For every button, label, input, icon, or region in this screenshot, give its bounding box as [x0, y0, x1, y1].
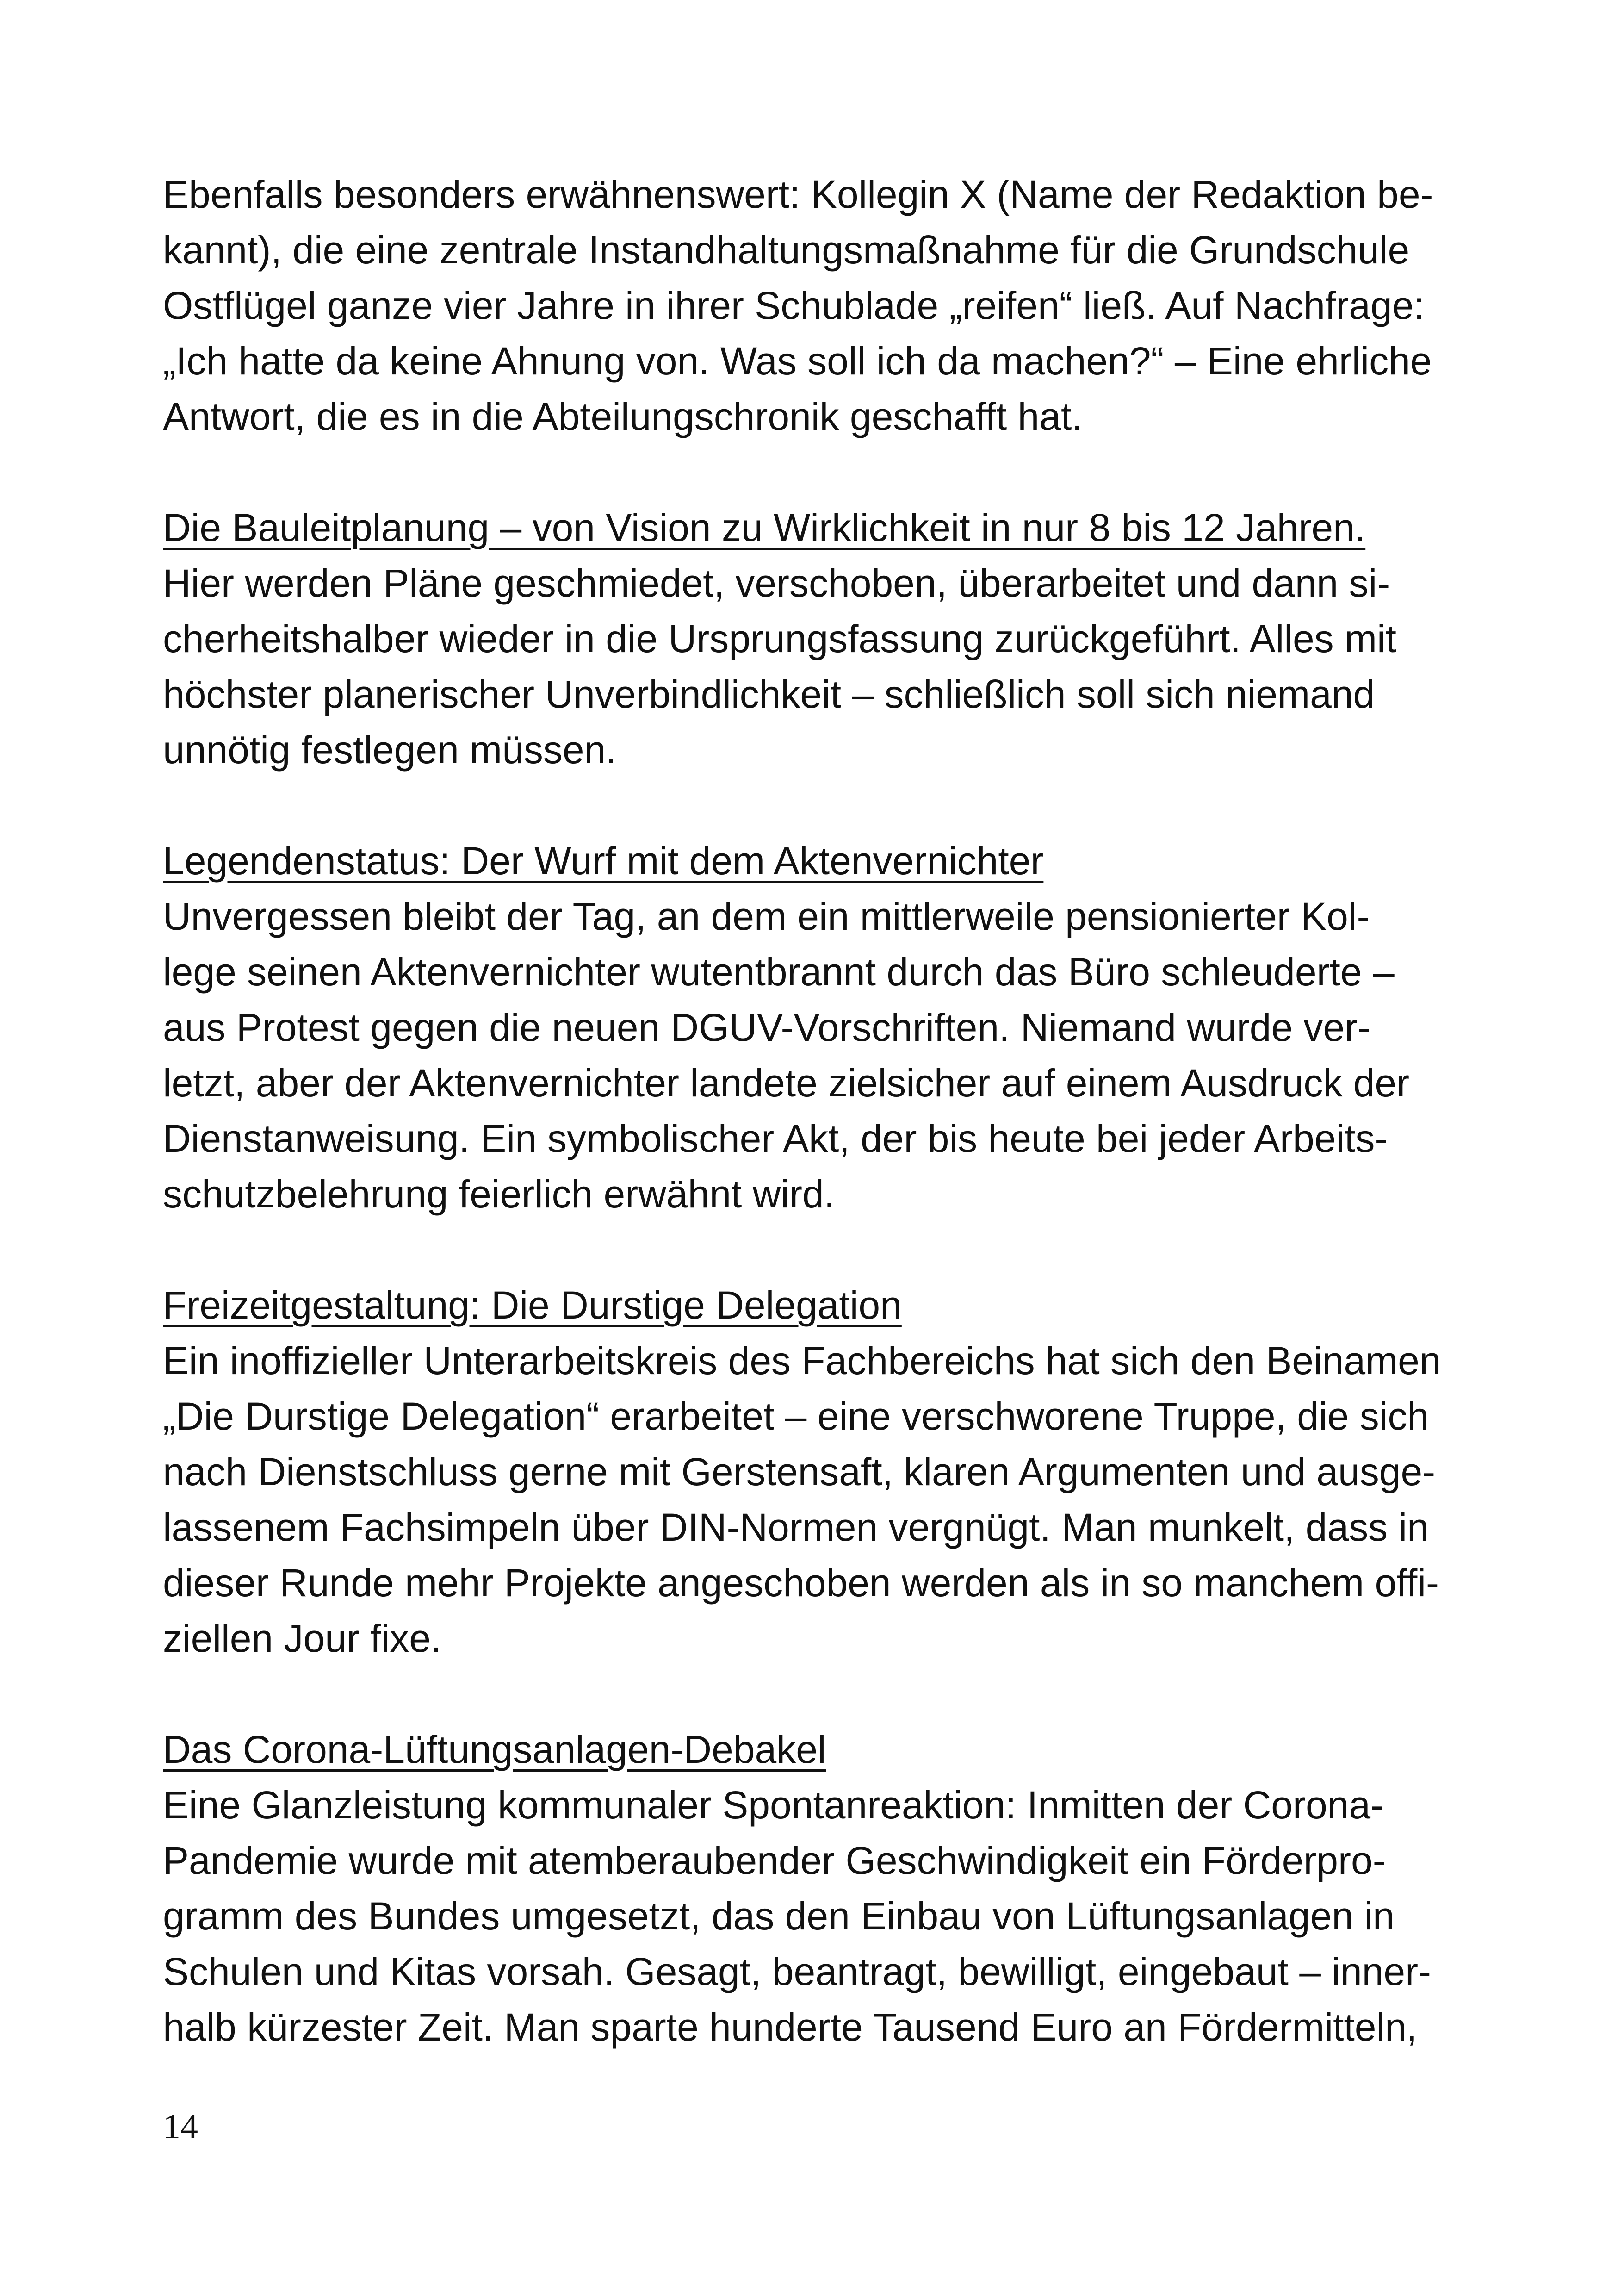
text-line: Ein inoffizieller Unterarbeitskreis des Fachbereichs hat sich den Beinamen: [163, 1339, 1441, 1382]
page-number: 14: [163, 2107, 198, 2146]
text-line: Dienstanweisung. Ein symbolischer Akt, der bis heute bei jeder Arbeits-: [163, 1117, 1388, 1160]
text-line: „Die Durstige Delegation“ erarbeitet – eine verschworene Truppe, die sich: [163, 1394, 1429, 1438]
section-heading: Das Corona-Lüftungsanlagen-Debakel: [163, 1728, 826, 1771]
text-line: lassenem Fachsimpeln über DIN-Normen vergnügt. Man munkelt, dass in: [163, 1506, 1429, 1549]
section-heading: Die Bauleitplanung – von Vision zu Wirklichkeit in nur 8 bis 12 Jahren.: [163, 506, 1366, 549]
text-line: Antwort, die es in die Abteilungschronik geschafft hat.: [163, 395, 1083, 438]
paragraph-aktenvernichter: [163, 833, 1458, 1222]
section-heading: Freizeitgestaltung: Die Durstige Delegation: [163, 1283, 902, 1327]
text-line: gramm des Bundes umgesetzt, das den Einbau von Lüftungsanlagen in: [163, 1894, 1395, 1938]
text-line: letzt, aber der Aktenvernichter landete zielsicher auf einem Ausdruck der: [163, 1061, 1410, 1105]
section-heading: Legendenstatus: Der Wurf mit dem Aktenvernichter: [163, 839, 1044, 883]
text-line: Schulen und Kitas vorsah. Gesagt, beantragt, bewilligt, eingebaut – inner-: [163, 1950, 1432, 1993]
text-line: aus Protest gegen die neuen DGUV-Vorschriften. Niemand wurde ver-: [163, 1006, 1371, 1049]
text-line: nach Dienstschluss gerne mit Gerstensaft, klaren Argumenten und ausge-: [163, 1450, 1436, 1493]
text-line: Hier werden Pläne geschmiedet, verschoben, überarbeitet und dann si-: [163, 561, 1390, 605]
text-line: ziellen Jour fixe.: [163, 1617, 442, 1660]
text-line: Ebenfalls besonders erwähnenswert: Kollegin X (Name der Redaktion be-: [163, 173, 1433, 216]
text-line: „Ich hatte da keine Ahnung von. Was soll ich da machen?“ – Eine ehrliche: [163, 339, 1432, 383]
paragraph-bauleitplanung: [163, 500, 1458, 778]
text-line: unnötig festlegen müssen.: [163, 728, 617, 772]
text-line: halb kürzester Zeit. Man sparte hunderte Tausend Euro an Fördermitteln,: [163, 2005, 1418, 2049]
text-line: Ostflügel ganze vier Jahre in ihrer Schublade „reifen“ ließ. Auf Nachfrage:: [163, 284, 1425, 327]
paragraph-corona-lueftung: [163, 1722, 1458, 2055]
text-line: schutzbelehrung feierlich erwähnt wird.: [163, 1172, 835, 1216]
text-line: lege seinen Aktenvernichter wutentbrannt durch das Büro schleuderte –: [163, 950, 1395, 994]
text-line: Unvergessen bleibt der Tag, an dem ein mittlerweile pensionierter Kol-: [163, 895, 1370, 938]
paragraph-kollegin-x: [163, 167, 1458, 444]
text-line: dieser Runde mehr Projekte angeschoben werden als in so manchem offi-: [163, 1561, 1439, 1605]
text-line: höchster planerischer Unverbindlichkeit – schließlich soll sich niemand: [163, 672, 1375, 716]
text-line: Eine Glanzleistung kommunaler Spontanreaktion: Inmitten der Corona-: [163, 1783, 1384, 1827]
text-line: cherheitshalber wieder in die Ursprungsfassung zurückgeführt. Alles mit: [163, 617, 1396, 660]
page-body: [163, 167, 1458, 2110]
text-line: kannt), die eine zentrale Instandhaltungsmaßnahme für die Grundschule: [163, 228, 1410, 272]
text-line: Pandemie wurde mit atemberaubender Geschwindigkeit ein Förderpro-: [163, 1839, 1386, 1882]
paragraph-durstige-delegation: [163, 1277, 1458, 1666]
